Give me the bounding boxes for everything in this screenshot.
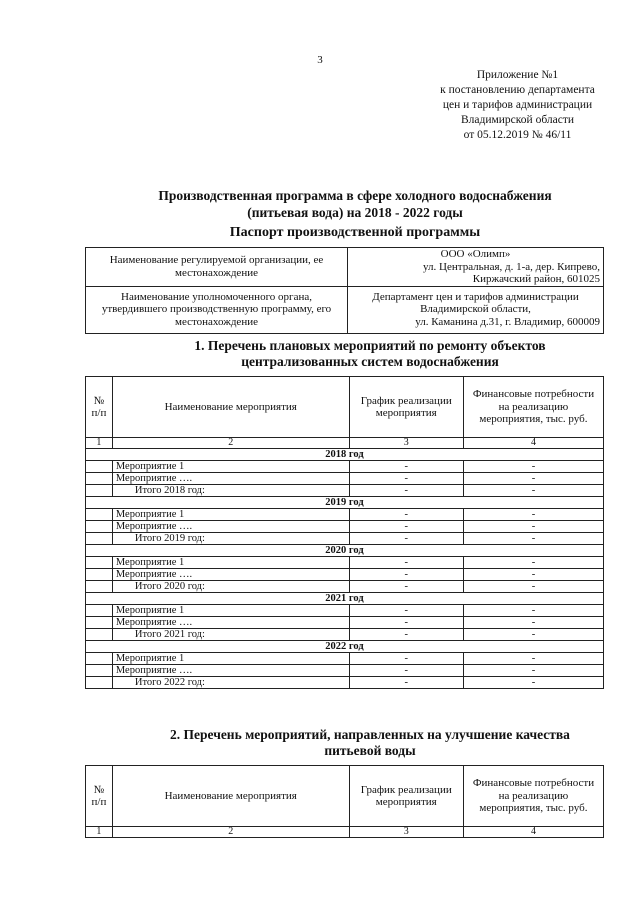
- appendix-line: к постановлению департамента: [440, 84, 595, 96]
- title-line: (питьевая вода) на 2018 - 2022 годы: [247, 205, 463, 220]
- funding-cell: -: [463, 665, 603, 677]
- row-number-cell: [86, 509, 113, 521]
- row-number-cell: [86, 653, 113, 665]
- value-line: ул. Центральная, д. 1-а, дер. Кипрево,: [423, 260, 600, 273]
- section-title-line: централизованных систем водоснабжения: [241, 354, 499, 369]
- section1-title: [0, 338, 640, 370]
- document-title: [0, 187, 640, 221]
- table-row: [86, 665, 604, 677]
- header-cell: Наименование мероприятия: [112, 766, 349, 827]
- event-name: Мероприятие 1: [112, 605, 349, 617]
- table-header-row: [86, 377, 604, 438]
- table-header-row: [86, 766, 604, 827]
- schedule-cell: -: [349, 509, 463, 521]
- event-name: Мероприятие 1: [112, 509, 349, 521]
- header-cell: Наименование мероприятия: [112, 377, 349, 438]
- header-cell: График реализации мероприятия: [349, 377, 463, 438]
- row-number-cell: [86, 521, 113, 533]
- repair-events-table: [85, 376, 604, 689]
- year-row: [86, 593, 604, 605]
- appendix-note: [415, 68, 620, 143]
- column-number: 2: [112, 438, 349, 449]
- table-row: [86, 485, 604, 497]
- table-row: [86, 629, 604, 641]
- total-label: Итого 2018 год:: [112, 485, 349, 497]
- column-number-row: [86, 438, 604, 449]
- header-cell: № п/п: [86, 377, 113, 438]
- year-label: 2019 год: [86, 497, 604, 509]
- year-label: 2022 год: [86, 641, 604, 653]
- column-number: 4: [463, 827, 603, 838]
- table-row: [86, 581, 604, 593]
- schedule-cell: -: [349, 485, 463, 497]
- funding-cell: -: [463, 485, 603, 497]
- event-name: Мероприятие 1: [112, 653, 349, 665]
- event-name: Мероприятие ….: [112, 569, 349, 581]
- schedule-cell: -: [349, 533, 463, 545]
- passport-label: Наименование уполномоченного органа, утвердившего производственную программу, его местонахождение: [86, 286, 348, 333]
- page-number: 3: [317, 54, 323, 66]
- header-cell: График реализации мероприятия: [349, 766, 463, 827]
- row-number-cell: [86, 533, 113, 545]
- table-row: [86, 617, 604, 629]
- total-label: Итого 2020 год:: [112, 581, 349, 593]
- table-row: [86, 605, 604, 617]
- water-quality-events-table: [85, 765, 604, 838]
- table-row: [86, 533, 604, 545]
- row-number-cell: [86, 677, 113, 689]
- appendix-line: Владимирской области: [460, 114, 575, 126]
- schedule-cell: -: [349, 665, 463, 677]
- table-row: [86, 509, 604, 521]
- event-name: Мероприятие 1: [112, 461, 349, 473]
- row-number-cell: [86, 629, 113, 641]
- funding-cell: -: [463, 653, 603, 665]
- appendix-line: цен и тарифов администрации: [442, 99, 593, 111]
- column-number: 1: [86, 438, 113, 449]
- row-number-cell: [86, 557, 113, 569]
- schedule-cell: -: [349, 473, 463, 485]
- column-number: 1: [86, 827, 113, 838]
- header-cell: Финансовые потребности на реализацию мероприятия, тыс. руб.: [463, 377, 603, 438]
- table-row: [86, 677, 604, 689]
- section-title-line: 1. Перечень плановых мероприятий по ремонту объектов: [194, 338, 546, 353]
- funding-cell: -: [463, 677, 603, 689]
- funding-cell: -: [463, 557, 603, 569]
- section-title-line: 2. Перечень мероприятий, направленных на улучшение качества: [170, 727, 570, 742]
- year-label: 2020 год: [86, 545, 604, 557]
- passport-row: [86, 286, 604, 333]
- funding-cell: -: [463, 605, 603, 617]
- table-row: [86, 461, 604, 473]
- table-row: [86, 521, 604, 533]
- table-row: [86, 653, 604, 665]
- value-line: ООО «Олимп»: [440, 248, 511, 260]
- total-label: Итого 2022 год:: [112, 677, 349, 689]
- value-line: Владимирской области,: [420, 303, 531, 316]
- year-label: 2018 год: [86, 449, 604, 461]
- schedule-cell: -: [349, 677, 463, 689]
- row-number-cell: [86, 485, 113, 497]
- passport-value: [348, 286, 604, 333]
- row-number-cell: [86, 461, 113, 473]
- column-number: 2: [112, 827, 349, 838]
- year-row: [86, 497, 604, 509]
- event-name: Мероприятие ….: [112, 617, 349, 629]
- years-body: [86, 449, 604, 689]
- passport-title: Паспорт производственной программы: [229, 225, 481, 240]
- funding-cell: -: [463, 509, 603, 521]
- table-row: [86, 557, 604, 569]
- schedule-cell: -: [349, 569, 463, 581]
- year-row: [86, 545, 604, 557]
- passport-row: [86, 248, 604, 287]
- header-cell: Финансовые потребности на реализацию мероприятия, тыс. руб.: [463, 766, 603, 827]
- value-line: ул. Каманина д.31, г. Владимир, 600009: [415, 315, 600, 328]
- event-name: Мероприятие 1: [112, 557, 349, 569]
- passport-value: [348, 248, 604, 287]
- column-number: 3: [349, 438, 463, 449]
- row-number-cell: [86, 473, 113, 485]
- event-name: Мероприятие ….: [112, 521, 349, 533]
- table-row: [86, 473, 604, 485]
- funding-cell: -: [463, 581, 603, 593]
- section-title-line: питьевой воды: [324, 743, 416, 758]
- schedule-cell: -: [349, 605, 463, 617]
- funding-cell: -: [463, 521, 603, 533]
- funding-cell: -: [463, 629, 603, 641]
- section2-title: [0, 727, 640, 759]
- row-number-cell: [86, 605, 113, 617]
- column-number-row: [86, 827, 604, 838]
- funding-cell: -: [463, 569, 603, 581]
- value-line: Киржачский район, 601025: [472, 273, 600, 285]
- row-number-cell: [86, 665, 113, 677]
- schedule-cell: -: [349, 521, 463, 533]
- value-line: Департамент цен и тарифов администрации: [372, 290, 579, 303]
- funding-cell: -: [463, 533, 603, 545]
- row-number-cell: [86, 581, 113, 593]
- event-name: Мероприятие ….: [112, 473, 349, 485]
- funding-cell: -: [463, 617, 603, 629]
- passport-label: Наименование регулируемой организации, ее местонахождение: [86, 248, 348, 287]
- schedule-cell: -: [349, 617, 463, 629]
- funding-cell: -: [463, 473, 603, 485]
- table-row: [86, 569, 604, 581]
- header-cell: № п/п: [86, 766, 113, 827]
- year-label: 2021 год: [86, 593, 604, 605]
- appendix-line: Приложение №1: [476, 69, 559, 81]
- column-number: 3: [349, 827, 463, 838]
- appendix-line: от 05.12.2019 № 46/11: [463, 129, 572, 141]
- row-number-cell: [86, 569, 113, 581]
- column-number: 4: [463, 438, 603, 449]
- schedule-cell: -: [349, 461, 463, 473]
- year-row: [86, 449, 604, 461]
- schedule-cell: -: [349, 581, 463, 593]
- funding-cell: -: [463, 461, 603, 473]
- total-label: Итого 2021 год:: [112, 629, 349, 641]
- year-row: [86, 641, 604, 653]
- schedule-cell: -: [349, 557, 463, 569]
- schedule-cell: -: [349, 653, 463, 665]
- event-name: Мероприятие ….: [112, 665, 349, 677]
- schedule-cell: -: [349, 629, 463, 641]
- title-line: Производственная программа в сфере холодного водоснабжения: [158, 188, 552, 203]
- passport-table: [85, 247, 604, 334]
- row-number-cell: [86, 617, 113, 629]
- total-label: Итого 2019 год:: [112, 533, 349, 545]
